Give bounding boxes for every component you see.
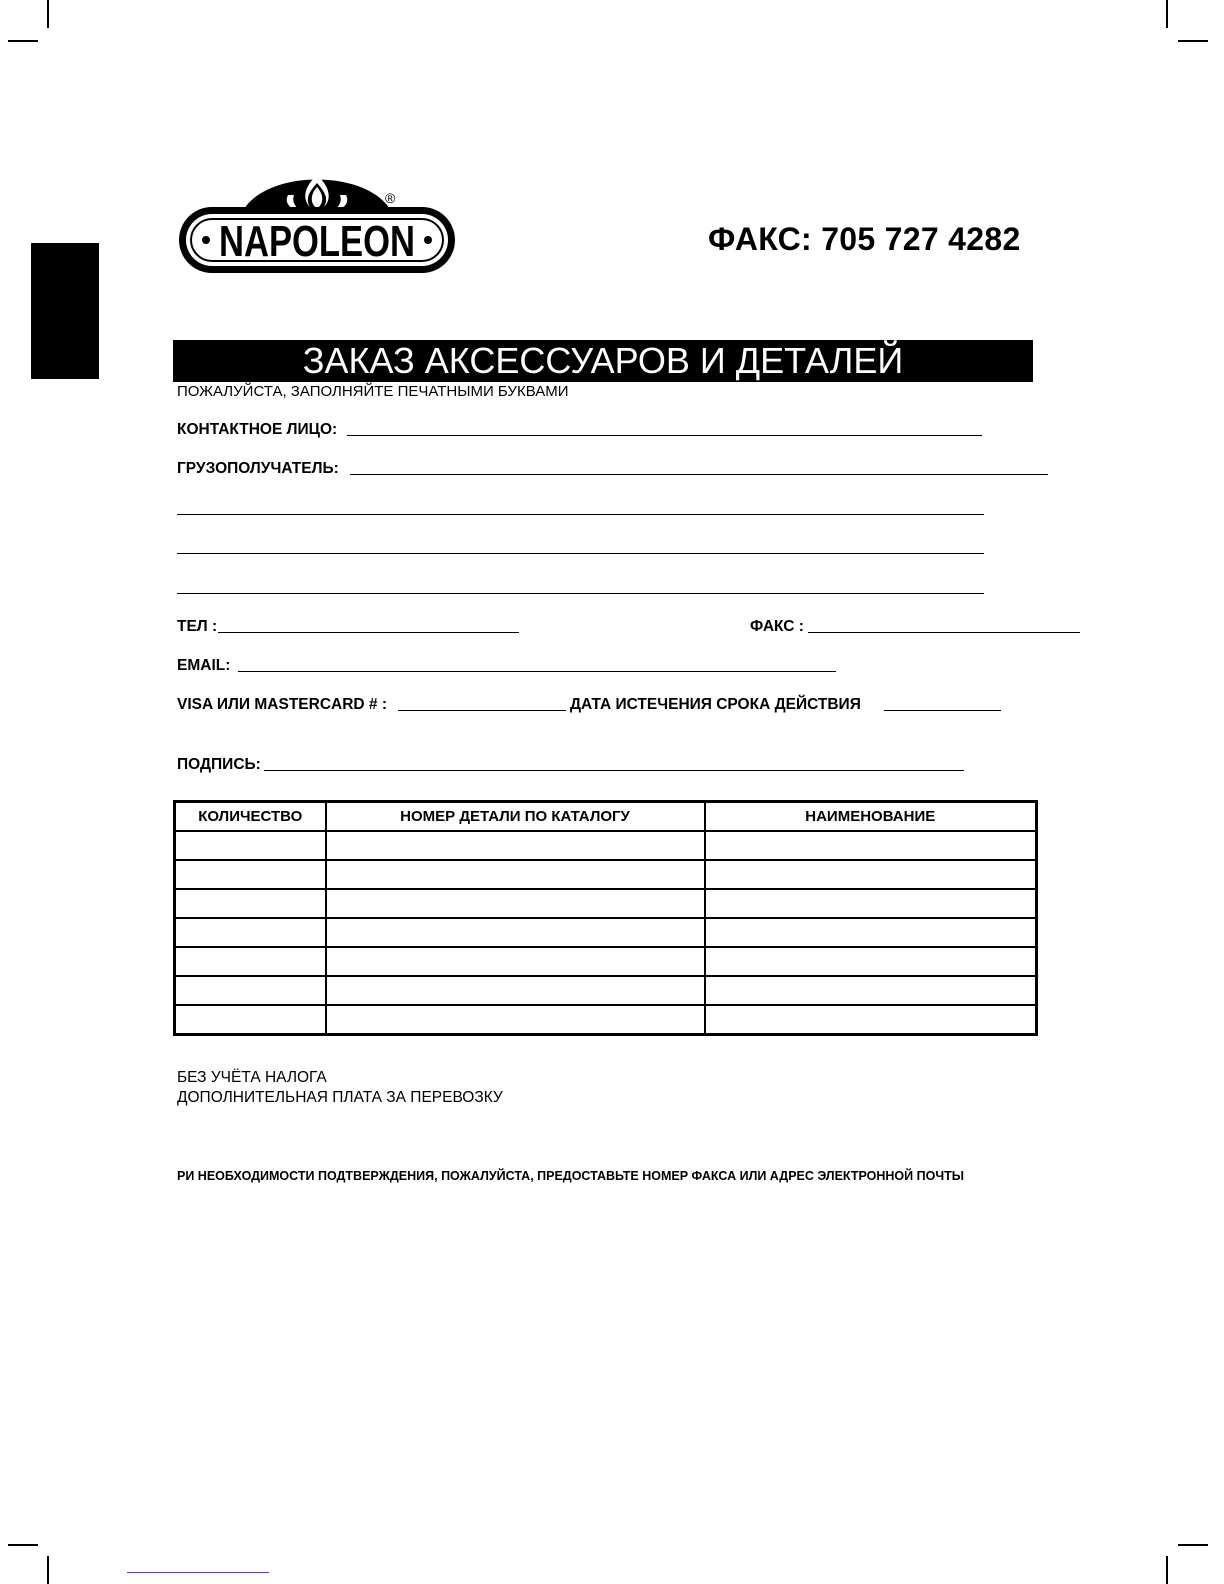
address-line[interactable] <box>177 553 984 554</box>
catalog-number-cell[interactable] <box>326 831 705 860</box>
table-row <box>175 976 1037 1005</box>
expiry-label: ДАТА ИСТЕЧЕНИЯ СРОКА ДЕЙСТВИЯ <box>570 696 861 713</box>
crop-mark <box>1166 1556 1168 1584</box>
crop-mark <box>47 1556 49 1584</box>
table-row <box>175 1005 1037 1035</box>
signature-label: ПОДПИСЬ: <box>177 756 261 773</box>
parts-order-table <box>173 800 1038 1036</box>
confirmation-note: РИ НЕОБХОДИМОСТИ ПОДТВЕРЖДЕНИЯ, ПОЖАЛУЙСТА, ПРЕДОСТАВЬТЕ НОМЕР ФАКСА ИЛИ АДРЕС ЭЛЕКТРОННОЙ ПОЧТЫ <box>177 1169 964 1183</box>
quantity-column-header: КОЛИЧЕСТВО <box>175 802 326 832</box>
fax-label: ФАКС : <box>750 618 804 635</box>
table-row <box>175 889 1037 918</box>
crop-mark <box>1178 40 1208 42</box>
bottom-link-underline <box>127 1572 269 1573</box>
email-label: EMAIL: <box>177 657 231 674</box>
brand-name: NAPOLEON <box>219 217 415 266</box>
description-cell[interactable] <box>705 918 1037 947</box>
crop-mark <box>47 0 49 28</box>
fax-header: ФАКС: 705 727 4282 <box>708 221 1021 257</box>
catalog-number-cell[interactable] <box>326 947 705 976</box>
fax-input-line[interactable] <box>808 632 1080 633</box>
crop-mark <box>8 40 38 42</box>
card-label: VISA ИЛИ MASTERCARD # : <box>177 696 387 713</box>
catalog-number-column-header: НОМЕР ДЕТАЛИ ПО КАТАЛОГУ <box>326 802 705 832</box>
expiry-input-line[interactable] <box>884 710 1001 711</box>
tax-note: БЕЗ УЧЁТА НАЛОГА <box>177 1069 327 1086</box>
shipping-note: ДОПОЛНИТЕЛЬНАЯ ПЛАТА ЗА ПЕРЕВОЗКУ <box>177 1089 503 1106</box>
signature-input-line[interactable] <box>264 770 964 771</box>
table-row <box>175 831 1037 860</box>
description-cell[interactable] <box>705 860 1037 889</box>
table-row <box>175 860 1037 889</box>
description-cell[interactable] <box>705 947 1037 976</box>
table-row <box>175 918 1037 947</box>
address-line[interactable] <box>177 514 984 515</box>
napoleon-logo <box>176 155 458 275</box>
card-input-line[interactable] <box>398 710 566 711</box>
contact-input-line[interactable] <box>347 435 982 436</box>
crop-mark <box>1166 0 1168 28</box>
quantity-cell[interactable] <box>175 889 326 918</box>
section-tab-marker <box>31 243 99 379</box>
catalog-number-cell[interactable] <box>326 1005 705 1035</box>
email-input-line[interactable] <box>238 671 836 672</box>
quantity-cell[interactable] <box>175 1005 326 1035</box>
table-row <box>175 947 1037 976</box>
contact-label: КОНТАКТНОЕ ЛИЦО: <box>177 421 338 438</box>
form-title: ЗАКАЗ АКСЕССУАРОВ И ДЕТАЛЕЙ <box>173 340 1033 382</box>
catalog-number-cell[interactable] <box>326 918 705 947</box>
quantity-cell[interactable] <box>175 976 326 1005</box>
quantity-cell[interactable] <box>175 860 326 889</box>
quantity-cell[interactable] <box>175 831 326 860</box>
catalog-number-cell[interactable] <box>326 976 705 1005</box>
quantity-cell[interactable] <box>175 918 326 947</box>
registered-mark: ® <box>385 190 396 206</box>
phone-input-line[interactable] <box>218 632 519 633</box>
phone-label: ТЕЛ : <box>177 618 218 635</box>
description-cell[interactable] <box>705 831 1037 860</box>
instruction-text: ПОЖАЛУЙСТА, ЗАПОЛНЯЙТЕ ПЕЧАТНЫМИ БУКВАМИ <box>177 383 569 400</box>
quantity-cell[interactable] <box>175 947 326 976</box>
description-cell[interactable] <box>705 976 1037 1005</box>
crop-mark <box>1178 1544 1208 1546</box>
description-cell[interactable] <box>705 1005 1037 1035</box>
catalog-number-cell[interactable] <box>326 889 705 918</box>
description-column-header: НАИМЕНОВАНИЕ <box>705 802 1037 832</box>
consignee-label: ГРУЗОПОЛУЧАТЕЛЬ: <box>177 460 339 477</box>
description-cell[interactable] <box>705 889 1037 918</box>
consignee-input-line[interactable] <box>350 474 1048 475</box>
crop-mark <box>8 1544 38 1546</box>
address-line[interactable] <box>177 593 984 594</box>
catalog-number-cell[interactable] <box>326 860 705 889</box>
